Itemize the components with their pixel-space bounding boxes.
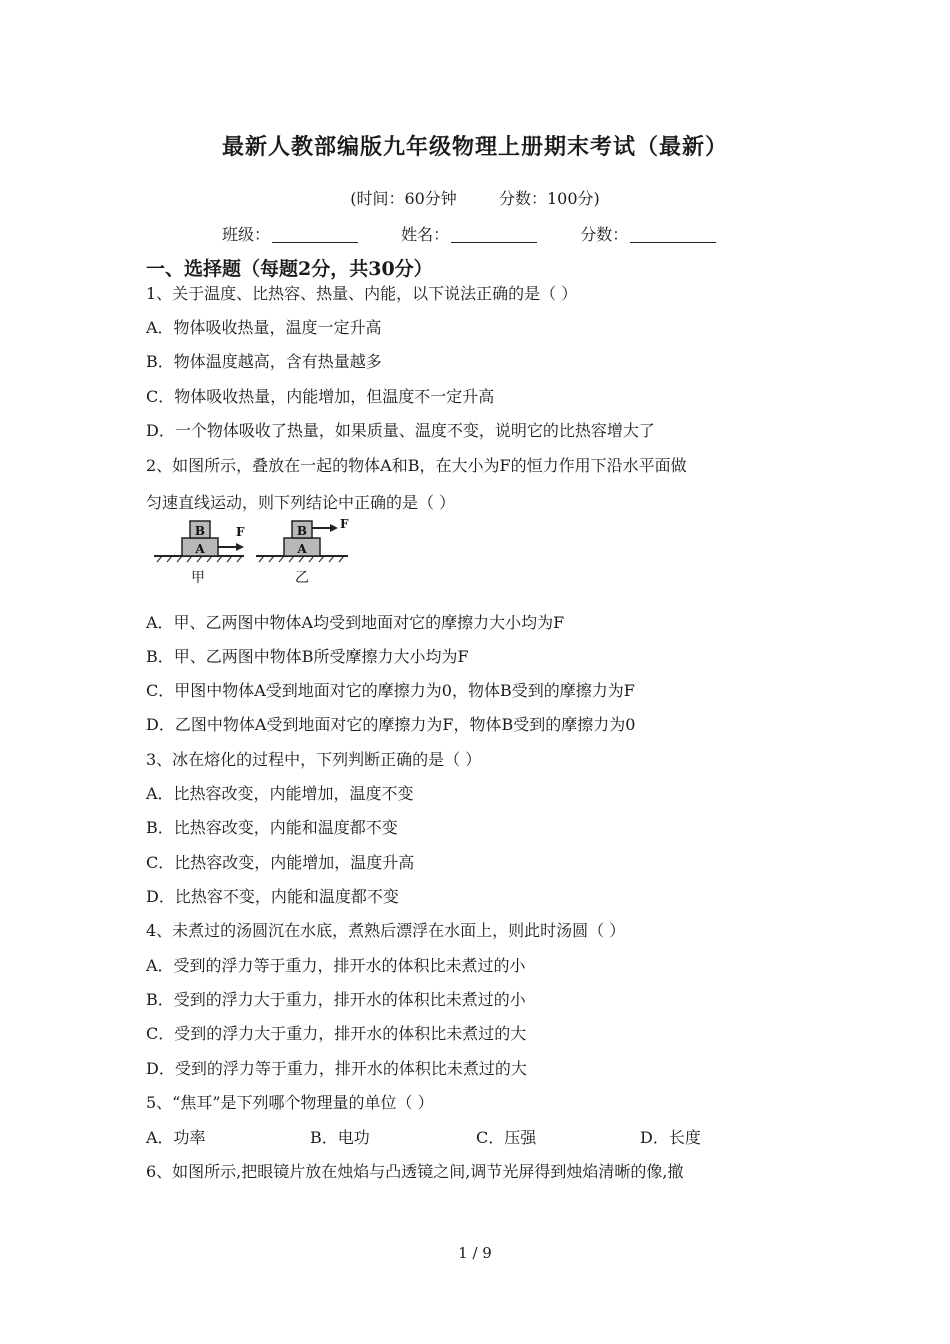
name-field: 姓名： <box>401 222 537 245</box>
force-arrowhead <box>236 543 244 551</box>
question-4-option-b: B．受到的浮力大于重力，排开水的体积比未煮过的小 <box>146 990 526 1009</box>
page-title: 最新人教部编版九年级物理上册期末考试（最新） <box>221 134 728 160</box>
block-a-label: A <box>195 542 205 556</box>
force-label: F <box>340 517 349 531</box>
student-info-fields <box>222 222 754 245</box>
force-label: F <box>236 525 245 539</box>
question-5-option-d: D．长度 <box>640 1128 701 1147</box>
question-2-option-c: C．甲图中物体A受到地面对它的摩擦力为0，物体B受到的摩擦力为F <box>146 681 635 700</box>
block-b-label: B <box>296 524 308 538</box>
force-arrowhead <box>330 524 338 532</box>
question-2-option-d: D．乙图中物体A受到地面对它的摩擦力为F，物体B受到的摩擦力为0 <box>146 715 636 734</box>
question-5-option-b: B．电功 <box>310 1128 370 1147</box>
figure-label-jia: 甲 <box>191 570 205 586</box>
question-3-option-c: C．比热容改变，内能增加，温度升高 <box>146 853 415 872</box>
question-1-option-a: A．物体吸收热量，温度一定升高 <box>146 318 382 337</box>
question-5-option-c: C．压强 <box>476 1128 537 1147</box>
exam-meta <box>0 186 950 209</box>
question-3-stem: 3、冰在熔化的过程中，下列判断正确的是（ ） <box>146 750 482 769</box>
block-a-label: A <box>297 542 307 556</box>
question-5-stem: 5、“焦耳”是下列哪个物理量的单位（ ） <box>146 1093 434 1112</box>
question-4-stem: 4、未煮过的汤圆沉在水底，煮熟后漂浮在水面上，则此时汤圆（ ） <box>146 921 626 940</box>
question-1-stem: 1、关于温度、比热容、热量、内能，以下说法正确的是（ ） <box>146 284 578 303</box>
question-1-option-c: C．物体吸收热量，内能增加，但温度不一定升高 <box>146 387 495 406</box>
diagram-right <box>256 517 349 586</box>
friction-diagram <box>152 516 352 590</box>
section-heading: 一、选择题（每题2分，共30分） <box>146 258 433 280</box>
question-2-option-b: B．甲、乙两图中物体B所受摩擦力大小均为F <box>146 647 469 666</box>
question-6-stem: 6、如图所示,把眼镜片放在烛焰与凸透镜之间,调节光屏得到烛焰清晰的像,撤 <box>146 1162 684 1181</box>
name-blank[interactable] <box>451 226 537 243</box>
figure-label-yi: 乙 <box>295 570 309 586</box>
question-1-option-d: D．一个物体吸收了热量，如果质量、温度不变，说明它的比热容增大了 <box>146 421 655 440</box>
page-number: 1 / 9 <box>458 1244 492 1262</box>
question-5-option-a: A．功率 <box>146 1128 206 1147</box>
question-4-option-a: A．受到的浮力等于重力，排开水的体积比未煮过的小 <box>146 956 526 975</box>
question-3-option-b: B．比热容改变，内能和温度都不变 <box>146 818 398 837</box>
class-blank[interactable] <box>272 226 358 243</box>
question-3-option-a: A．比热容改变，内能增加，温度不变 <box>146 784 414 803</box>
question-2-stem-continued: 匀速直线运动，则下列结论中正确的是（ ） <box>146 493 456 512</box>
class-field: 班级： <box>222 222 358 245</box>
score-blank[interactable] <box>630 226 716 243</box>
question-4-option-c: C．受到的浮力大于重力，排开水的体积比未煮过的大 <box>146 1024 527 1043</box>
question-3-option-d: D．比热容不变，内能和温度都不变 <box>146 887 399 906</box>
block-b-label: B <box>194 524 206 538</box>
question-1-option-b: B．物体温度越高，含有热量越多 <box>146 352 382 371</box>
exam-total-score: 分数：100分) <box>499 189 600 208</box>
diagram-left <box>154 521 245 586</box>
question-4-option-d: D．受到的浮力等于重力，排开水的体积比未煮过的大 <box>146 1059 527 1078</box>
score-field: 分数： <box>580 222 716 245</box>
question-2-stem: 2、如图所示，叠放在一起的物体A和B，在大小为F的恒力作用下沿水平面做 <box>146 456 687 475</box>
exam-time: (时间：60分钟 <box>350 189 457 208</box>
question-2-option-a: A．甲、乙两图中物体A均受到地面对它的摩擦力大小均为F <box>146 613 565 632</box>
question-5-options <box>146 1125 701 1148</box>
